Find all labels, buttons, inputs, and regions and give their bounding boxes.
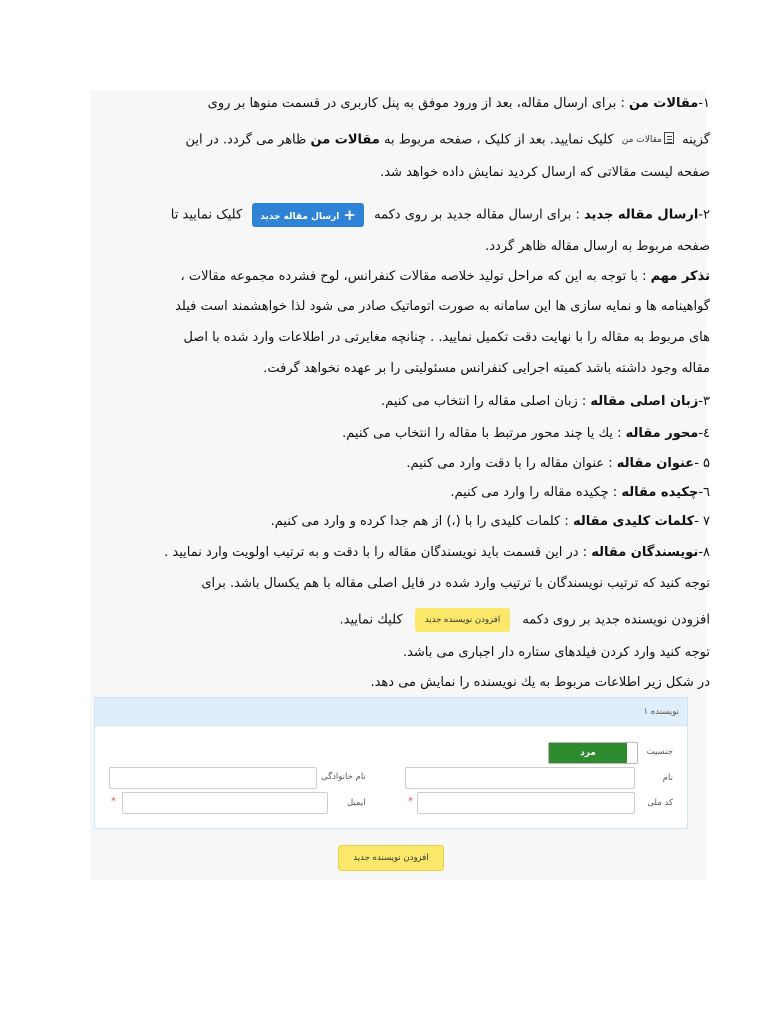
step-5-line (406, 452, 710, 476)
family-name-label: نام خانوادگی (321, 772, 366, 782)
document-icon (664, 132, 674, 144)
national-code-label: کد ملی (647, 798, 673, 808)
step-8-line-5: در شکل زیر اطلاعات مربوط به یك نویسنده را نمایش می دهد. (370, 675, 710, 690)
step-2-click-text: کلیک نمایید تا (170, 207, 243, 223)
step-3-number: ۳- (698, 394, 710, 409)
step-2-line-2: صفحه مربوط به ارسال مقاله ظاهر گردد. (485, 239, 710, 254)
step-4-title: محور مقاله (625, 426, 699, 441)
step-1-line-2 (185, 128, 710, 153)
national-code-input[interactable] (417, 792, 635, 814)
new-article-button-label: ارسال مقاله جدید (260, 212, 340, 222)
step-8-title: نویسندگان مقاله (591, 545, 699, 560)
note-line-1 (181, 265, 710, 289)
step-8-number: ۸- (698, 545, 710, 560)
step-1-click-text: کلیک نمایید. بعد از کلیک ، صفحه مربوط به (383, 132, 614, 148)
family-name-input[interactable] (109, 767, 317, 789)
step-8-line-1 (164, 541, 710, 565)
step-1-line-3: صفحه لیست مقالاتی که ارسال کردید نمایش داده خواهد شد. (380, 165, 710, 180)
step-1-appear-text: ظاهر می گردد. در این (185, 132, 307, 148)
step-7-text: : کلمات کلیدی را با (،) از هم جدا کرده و وارد می کنیم. (270, 514, 573, 529)
step-8-line-4: توجه کنید وارد کردن فیلدهای ستاره دار اجباری می باشد. (402, 645, 710, 660)
step-4-number: ٤- (698, 426, 710, 441)
step-3-text: : زبان اصلی مقاله را انتخاب می کنیم. (381, 394, 591, 409)
plus-icon: + (343, 206, 356, 224)
gender-toggle-selected: مرد (549, 743, 627, 763)
step-8-line-3 (340, 608, 710, 633)
step-2-line-1 (171, 203, 710, 228)
step-2-title: ارسال مقاله جدید (584, 207, 699, 223)
step-8-add-author-text: افزودن نویسنده جدید بر روی دکمه (522, 612, 710, 628)
step-6-number: ٦- (698, 485, 710, 500)
step-1-number: ۱- (698, 96, 710, 111)
email-label: ایمیل (347, 798, 366, 808)
step-1-line-1 (208, 92, 710, 116)
step-1-title: مقالات من (629, 96, 699, 111)
name-label: نام (662, 773, 673, 783)
step-3-line (381, 390, 710, 414)
author-form-header: نویسنده ۱ (95, 698, 687, 726)
my-articles-menu-label: مقالات من (621, 135, 662, 145)
step-5-text: : عنوان مقاله را با دقت وارد می کنیم. (406, 456, 617, 471)
note-line-2: گواهینامه ها و نمایه سازی ها این سامانه به صورت اتوماتیک صادر می شود لذا خواهشمند است فیلد (175, 299, 710, 314)
email-required-mark: * (111, 796, 116, 807)
step-6-title: چکیده مقاله (621, 485, 699, 500)
step-7-title: کلمات کلیدی مقاله (572, 514, 695, 529)
step-1-my-articles-bold: مقالات من (310, 132, 380, 148)
step-5-title: عنوان مقاله (616, 456, 695, 471)
new-article-button-sample (252, 203, 364, 227)
step-5-number: ۵ - (694, 456, 710, 471)
my-articles-menu-ref (622, 128, 674, 152)
step-3-title: زبان اصلی مقاله (590, 394, 699, 409)
step-6-line (450, 481, 710, 505)
step-8-text: : در این قسمت باید نویسندگان مقاله را با دقت و به ترتیب اولویت وارد نمایید . (164, 545, 592, 560)
step-1-option-word: گزینه (682, 132, 710, 148)
step-7-number: ۷ - (694, 514, 710, 529)
note-line-3: های مربوط به مقاله را با نهایت دقت تکمیل نمایید. . چنانچه مغایرتی در اطلاعات وارد شده با اصل (183, 330, 710, 345)
note-text: : با توجه به این که مراحل تولید خلاصه مقالات کنفرانس، لوح فشرده مجموعه مقالات ، (180, 269, 651, 284)
step-1-colon: : (616, 96, 629, 111)
note-title: تذکر مهم (650, 269, 710, 284)
national-code-required-mark: * (408, 796, 413, 807)
step-6-text: : چکیده مقاله را وارد می کنیم. (450, 485, 622, 500)
step-2-text: : برای ارسال مقاله جدید بر روی دکمه (374, 207, 585, 223)
name-input[interactable] (405, 767, 635, 789)
add-author-button[interactable]: افزودن نویسنده جدید (338, 845, 444, 871)
step-7-line (271, 510, 710, 534)
step-4-text: : یك یا چند محور مرتبط با مقاله را انتخاب می کنیم. (342, 426, 626, 441)
email-input[interactable] (122, 792, 328, 814)
step-1-text: برای ارسال مقاله، بعد از ورود موفق به پنل کاربری در قسمت منوها بر روی (207, 96, 617, 111)
gender-toggle[interactable] (548, 742, 638, 764)
add-author-button-sample: افزودن نویسنده جدید (415, 608, 510, 632)
step-8-click-text: کلیك نمایید. (339, 612, 403, 628)
author-form-panel (94, 697, 688, 829)
step-2-number: ۲- (698, 207, 710, 223)
note-line-4: مقاله وجود داشته باشد کمیته اجرایی کنفرانس مسئولیتی را بر عهده نخواهد گرفت. (263, 361, 710, 376)
step-4-line (342, 422, 710, 446)
step-8-line-2: توجه کنید که ترتیب نویسندگان با ترتیب وارد شده در فایل اصلی مقاله با هم یکسال باشد. برای (201, 576, 710, 591)
gender-label: جنسیت (646, 747, 673, 757)
